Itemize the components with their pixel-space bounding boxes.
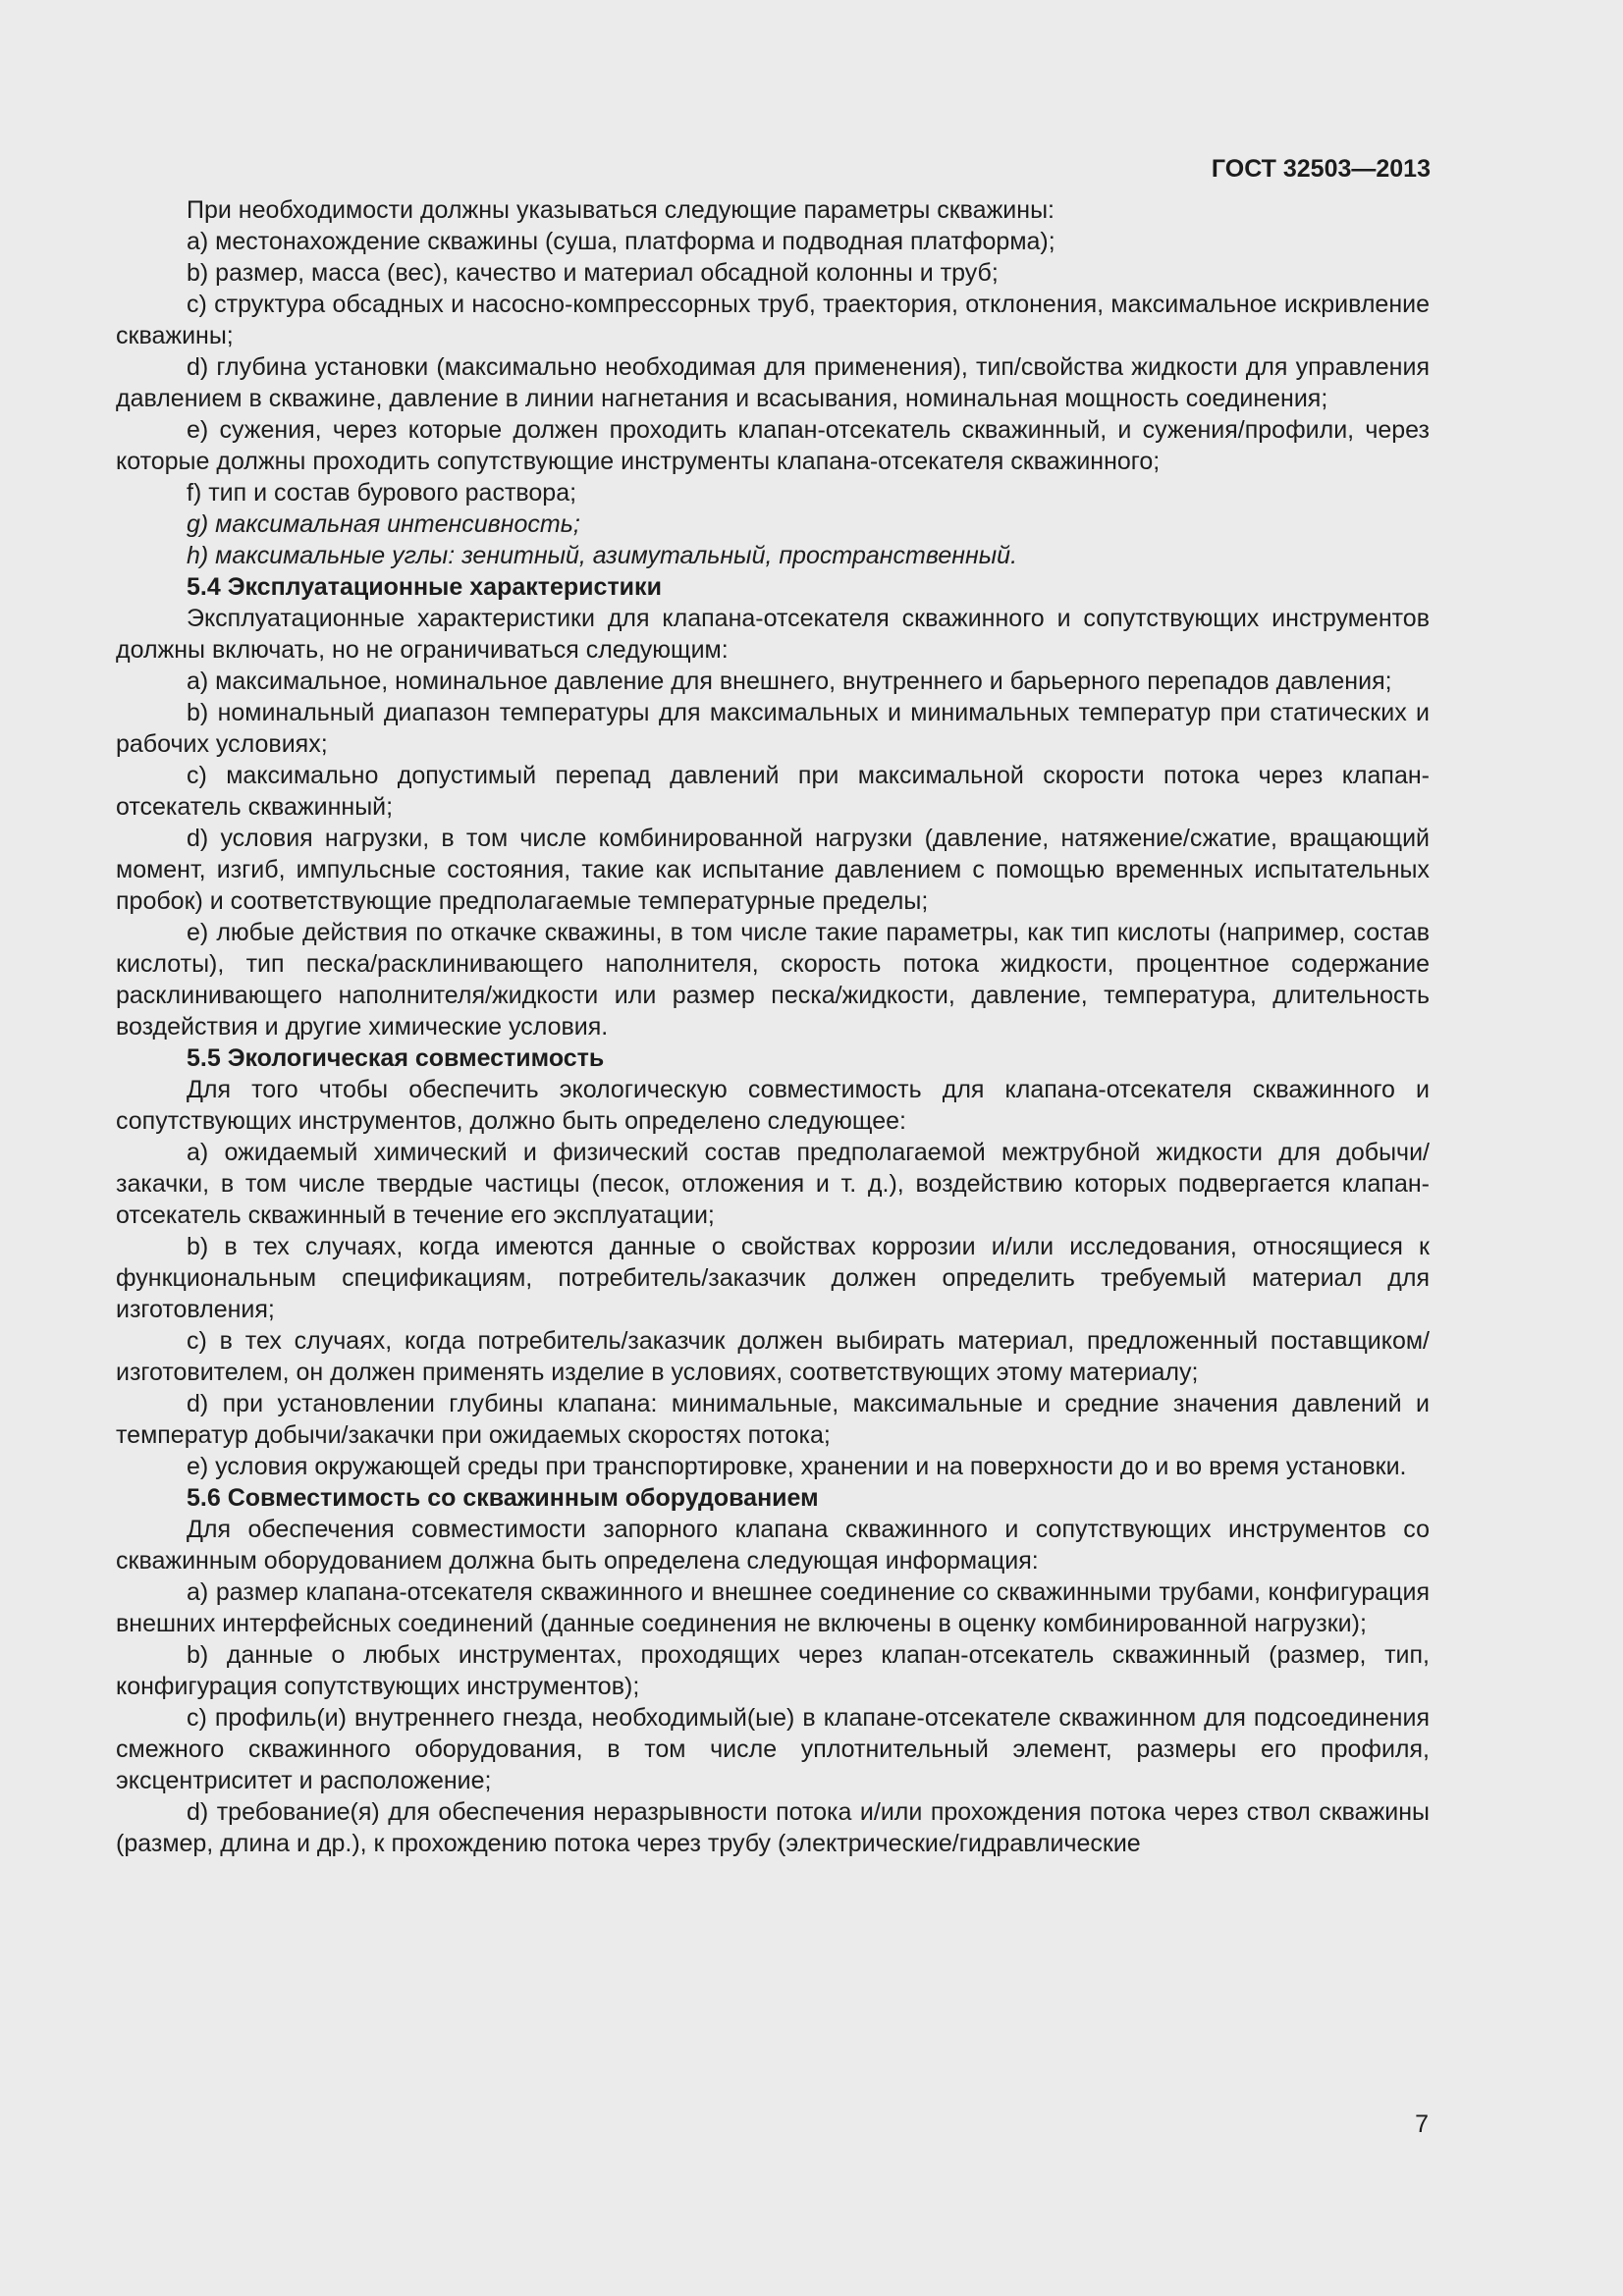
paragraph: Эксплуатационные характеристики для клапана-отсекателя скважинного и сопутствующих инструментов должны включать, но не ограничиваться следующим: — [116, 605, 1430, 664]
list-item: a) местонахождение скважины (суша, платформа и подводная платформа); — [187, 228, 1055, 255]
list-item: d) при установлении глубины клапана: минимальные, максимальные и средние значения давлений и температур добычи/закачки при ожидаемых скоростях потока; — [116, 1390, 1430, 1449]
list-item: d) условия нагрузки, в том числе комбинированной нагрузки (давление, натяжение/сжатие, вращающий момент, изгиб, импульсные состояния, такие как испытание давлением с помощью временных испытательных пробок) и соответствующие предполагаемые температурные пределы; — [116, 825, 1430, 915]
list-item: c) в тех случаях, когда потребитель/заказчик должен выбирать материал, предложенный поставщиком/изготовителем, он должен применять изделие в условиях, соответствующих этому материалу; — [116, 1327, 1430, 1386]
paragraph: Для того чтобы обеспечить экологическую совместимость для клапана-отсекателя скважинного и сопутствующих инструментов, должно быть определено следующее: — [116, 1076, 1430, 1135]
list-item: c) структура обсадных и насосно-компрессорных труб, траектория, отклонения, максимальное искривление скважины; — [116, 291, 1430, 349]
list-item: e) сужения, через которые должен проходить клапан-отсекатель скважинный, и сужения/профили, через которые должны проходить сопутствующие инструменты клапана-отсекателя скважинного; — [116, 416, 1430, 475]
page-number: 7 — [1415, 2110, 1429, 2138]
list-item: b) номинальный диапазон температуры для максимальных и минимальных температур при статических и рабочих условиях; — [116, 699, 1430, 758]
list-item: a) ожидаемый химический и физический состав предполагаемой межтрубной жидкости для добычи/закачки, в том числе твердые частицы (песок, отложения и т. д.), воздействию которых подвергается клапан-отсекатель скважинный в течение его эксплуатации; — [116, 1139, 1430, 1229]
list-item: d) глубина установки (максимально необходимая для применения), тип/свойства жидкости для управления давлением в скважине, давление в линии нагнетания и всасывания, номинальная мощность соединения; — [116, 353, 1430, 412]
list-item: c) максимально допустимый перепад давлений при максимальной скорости потока через клапан-отсекатель скважинный; — [116, 762, 1430, 821]
list-item: h) максимальные углы: зенитный, азимутальный, пространственный. — [187, 542, 1018, 569]
section-heading: 5.4 Эксплуатационные характеристики — [187, 573, 662, 601]
list-item: g) максимальная интенсивность; — [187, 510, 580, 538]
section-heading: 5.6 Совместимость со скважинным оборудованием — [187, 1484, 819, 1512]
list-item: c) профиль(и) внутреннего гнезда, необходимый(ые) в клапане-отсекателе скважинном для подсоединения смежного скважинного оборудования, в том числе уплотнительный элемент, размеры его профиля, эксцентриситет и расположение; — [116, 1704, 1430, 1794]
list-item: a) максимальное, номинальное давление для внешнего, внутреннего и барьерного перепадов давления; — [187, 667, 1392, 695]
page-body — [116, 194, 1430, 1859]
list-item: e) любые действия по откачке скважины, в том числе такие параметры, как тип кислоты (например, состав кислоты), тип песка/расклинивающего наполнителя, скорость потока жидкости, процентное содержание расклинивающего наполнителя/жидкости или размер песка/жидкости, давление, температура, длительность воздействия и другие химические условия. — [116, 919, 1430, 1041]
list-item: a) размер клапана-отсекателя скважинного и внешнее соединение со скважинными трубами, конфигурация внешних интерфейсных соединений (данные соединения не включены в оценку комбинированной нагрузки); — [116, 1578, 1430, 1637]
section-heading: 5.5 Экологическая совместимость — [187, 1044, 605, 1072]
document-code-header: ГОСТ 32503—2013 — [1211, 155, 1431, 183]
paragraph: Для обеспечения совместимости запорного клапана скважинного и сопутствующих инструментов со скважинным оборудованием должна быть определена следующая информация: — [116, 1516, 1430, 1575]
list-item: f) тип и состав бурового раствора; — [187, 479, 577, 507]
list-item: d) требование(я) для обеспечения неразрывности потока и/или прохождения потока через ствол скважины (размер, длина и др.), к прохождению потока через трубу (электрические/гидравлические — [116, 1798, 1430, 1857]
list-item: b) данные о любых инструментах, проходящих через клапан-отсекатель скважинный (размер, тип, конфигурация сопутствующих инструментов); — [116, 1641, 1430, 1700]
list-item: b) в тех случаях, когда имеются данные о свойствах коррозии и/или исследования, относящиеся к функциональным спецификациям, потребитель/заказчик должен определить требуемый материал для изготовления; — [116, 1233, 1430, 1323]
list-item: e) условия окружающей среды при транспортировке, хранении и на поверхности до и во время установки. — [187, 1453, 1407, 1480]
list-item: b) размер, масса (вес), качество и материал обсадной колонны и труб; — [187, 259, 999, 287]
paragraph: При необходимости должны указываться следующие параметры скважины: — [187, 196, 1055, 224]
